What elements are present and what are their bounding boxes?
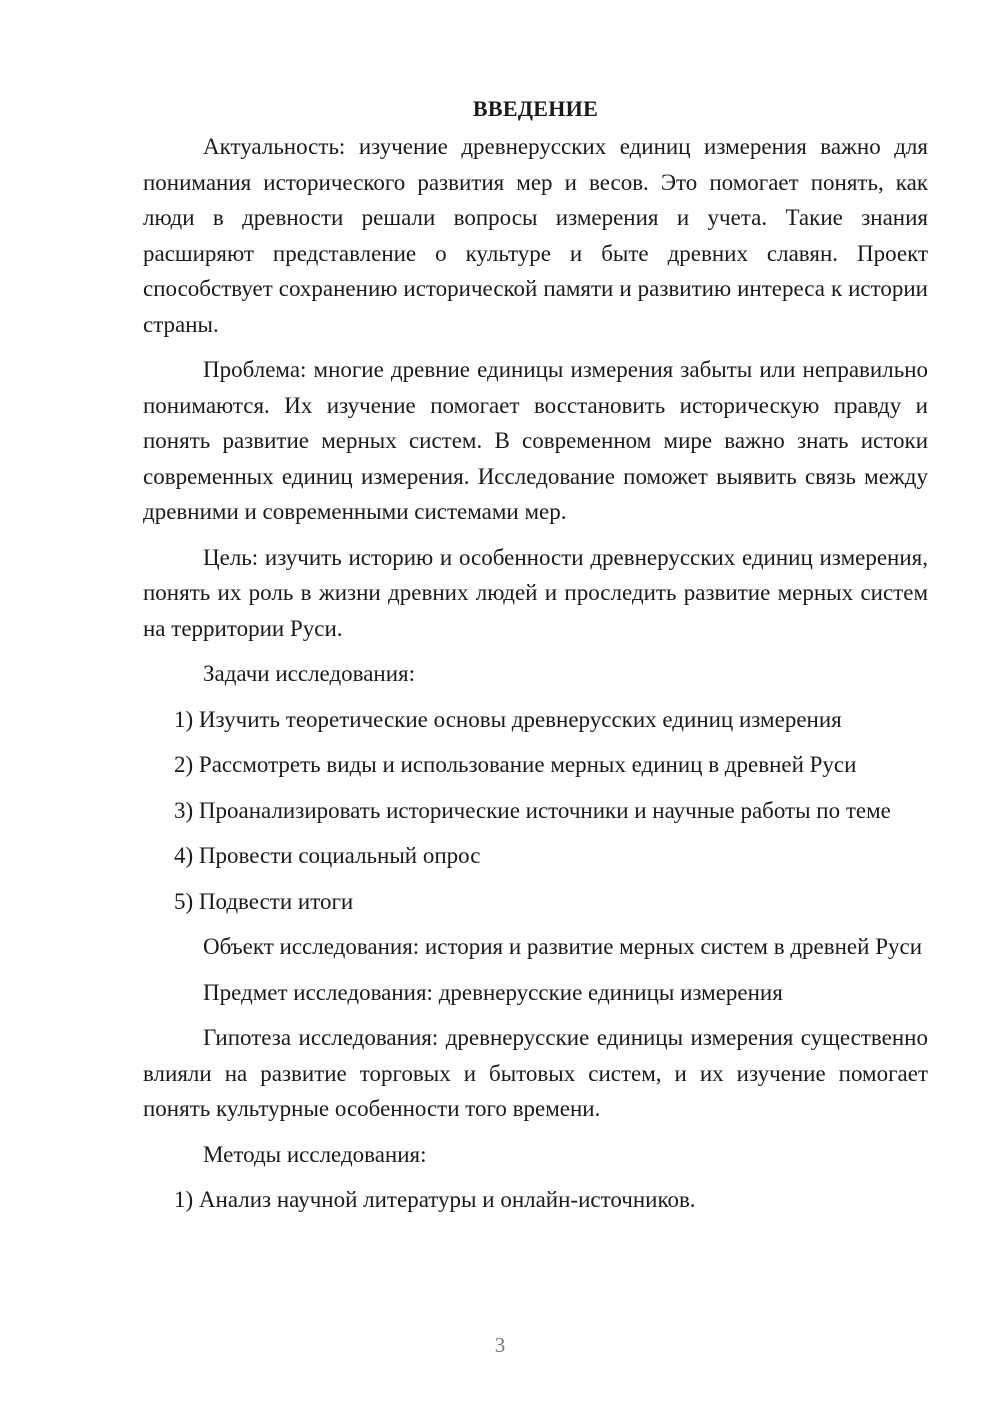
relevance-paragraph: Актуальность: изучение древнерусских единиц измерения важно для понимания исторического развития мер и весов. Это помогает понять, как люди в древности решали вопросы измерения и учета. Такие знания расширяют представление о культуре и быте древних славян. Проект способствует сохранению исторической памяти и развитию интереса к истории страны. [143, 134, 928, 337]
subject-paragraph: Предмет исследования: древнерусские единицы измерения [203, 979, 783, 1005]
task-item-5: 5) Подвести итоги [174, 888, 354, 914]
goal-paragraph: Цель: изучить историю и особенности древнерусских единиц измерения, понять их роль в жизни древних людей и проследить развитие мерных систем на территории Руси. [143, 544, 928, 641]
task-item-3: 3) Проанализировать исторические источники и научные работы по теме [174, 797, 891, 823]
task-item-1: 1) Изучить теоретические основы древнерусских единиц измерения [174, 706, 842, 732]
hypothesis-paragraph: Гипотеза исследования: древнерусские единицы измерения существенно влияли на развитие торговых и бытовых систем, и их изучение помогает понять культурные особенности того времени. [143, 1025, 928, 1121]
object-paragraph: Объект исследования: история и развитие мерных систем в древней Руси [203, 934, 922, 959]
page-number: 3 [494, 1333, 506, 1357]
document-page [143, 92, 928, 1228]
page-title: ВВЕДЕНИЕ [472, 96, 599, 121]
problem-paragraph: Проблема: многие древние единицы измерения забыты или неправильно понимаются. Их изучение помогает восстановить историческую правду и понять развитие мерных систем. В современном мире важно знать истоки современных единиц измерения. Исследование поможет выявить связь между древними и современными системами мер. [143, 357, 928, 524]
task-item-2: 2) Рассмотреть виды и использование мерных единиц в древней Руси [174, 752, 857, 777]
methods-title: Методы исследования: [203, 1141, 427, 1167]
method-item-1: 1) Анализ научной литературы и онлайн-источников. [174, 1187, 696, 1212]
task-item-4: 4) Провести социальный опрос [174, 843, 481, 868]
tasks-title: Задачи исследования: [203, 661, 416, 686]
